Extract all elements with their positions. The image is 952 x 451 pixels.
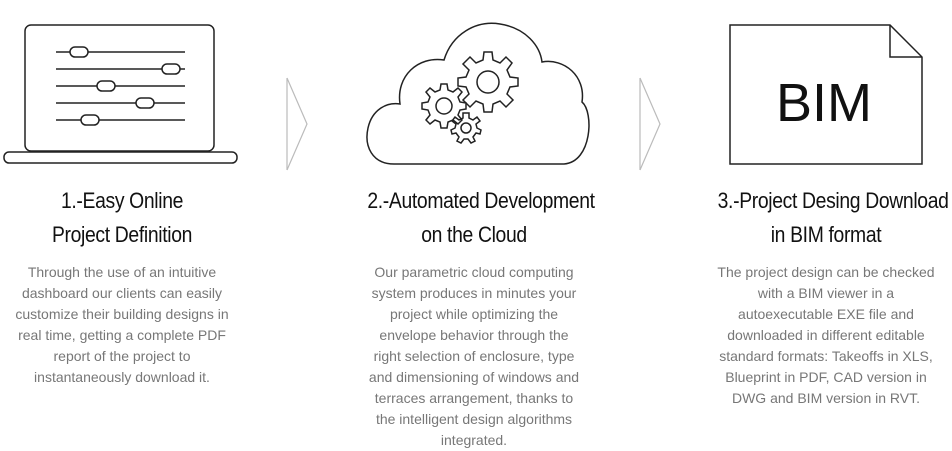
- step-title-line: on the Cloud: [421, 222, 527, 247]
- description-line: integrated.: [440, 432, 508, 448]
- step-title-line: 1.-Easy Online: [60, 188, 184, 213]
- chevron-right-icon: [638, 76, 664, 177]
- description-line: with a BIM viewer in a: [757, 285, 895, 301]
- step-title: [17, 184, 227, 252]
- description-line: envelope behavior through the: [379, 327, 569, 343]
- laptop-sliders-icon: [0, 0, 244, 175]
- step-description: [700, 262, 952, 409]
- description-line: instantaneously download it.: [34, 369, 210, 385]
- step-title-line: in BIM format: [770, 222, 882, 247]
- description-line: report of the project to: [53, 348, 191, 364]
- step-description: [0, 262, 244, 388]
- step-title: [717, 184, 949, 252]
- description-line: downloaded in different editable: [727, 327, 925, 343]
- description-line: customize their building designs in: [15, 306, 229, 322]
- description-line: DWG and BIM version in RVT.: [731, 390, 921, 406]
- step-title-line: Project Definition: [51, 222, 193, 247]
- description-line: The project design can be checked: [717, 264, 935, 280]
- chevron-right-icon: [285, 76, 311, 177]
- bim-document-label: BIM: [775, 73, 873, 133]
- description-line: Our parametric cloud computing: [374, 264, 574, 280]
- description-line: autoexecutable EXE file and: [738, 306, 914, 322]
- description-line: Blueprint in PDF, CAD version in: [725, 369, 927, 385]
- step-description: [350, 262, 598, 451]
- step-bim-download: [700, 0, 952, 450]
- step-automated-development: [350, 0, 598, 450]
- bim-document-icon: [700, 0, 952, 175]
- description-line: Through the use of an intuitive: [27, 264, 217, 280]
- step-title-line: 2.-Automated Development: [367, 188, 595, 213]
- description-line: the intelligent design algorithms: [375, 411, 573, 427]
- description-line: project while optimizing the: [389, 306, 559, 322]
- description-line: right selection of enclosure, type: [373, 348, 575, 364]
- cloud-gears-icon: [350, 0, 598, 175]
- step-title-line: 3.-Project Desing Download: [717, 188, 949, 213]
- description-line: terraces arrangement, thanks to: [374, 390, 574, 406]
- step-title: [367, 184, 595, 252]
- description-line: dashboard our clients can easily: [21, 285, 222, 301]
- description-line: system produces in minutes your: [371, 285, 577, 301]
- step-easy-online-definition: [0, 0, 244, 450]
- description-line: standard formats: Takeoffs in XLS,: [719, 348, 933, 364]
- description-line: real time, getting a complete PDF: [18, 327, 226, 343]
- description-line: and dimensioning of windows and: [368, 369, 580, 385]
